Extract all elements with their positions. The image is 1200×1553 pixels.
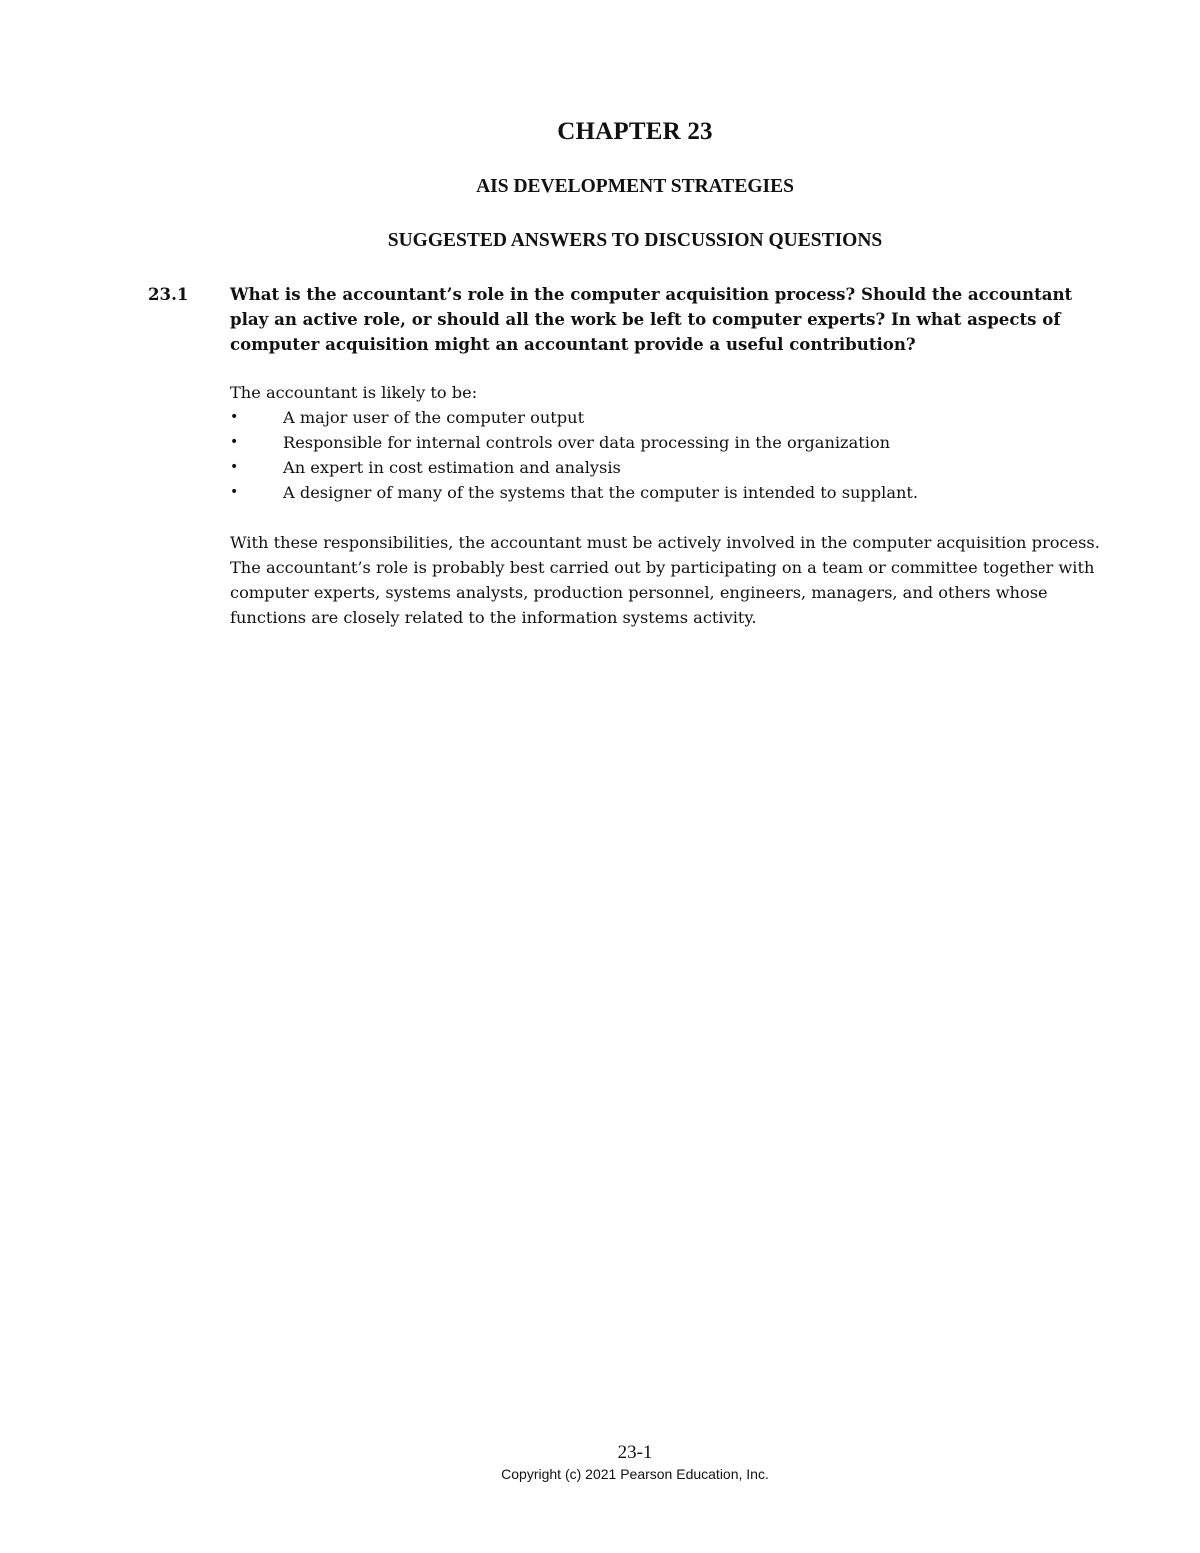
list-item bbox=[230, 430, 1110, 455]
list-item-text: A designer of many of the systems that the computer is intended to supplant. bbox=[283, 483, 919, 502]
chapter-subtitle: AIS DEVELOPMENT STRATEGIES bbox=[476, 176, 794, 197]
bullet-icon: • bbox=[230, 459, 239, 475]
answer-intro: The accountant is likely to be: bbox=[230, 383, 478, 402]
bullet-icon: • bbox=[230, 434, 239, 450]
chapter-title: CHAPTER 23 bbox=[557, 118, 713, 145]
list-item bbox=[230, 455, 1110, 480]
section-title: SUGGESTED ANSWERS TO DISCUSSION QUESTIONS bbox=[387, 230, 883, 251]
answer-bullet-list bbox=[230, 405, 1110, 505]
discussion-question bbox=[148, 282, 1108, 357]
answer-paragraph: With these responsibilities, the accountant must be actively involved in the computer acquisition process. The accountant’s role is probably best carried out by participating on a team or committee together with computer experts, systems analysts, production personnel, engineers, managers, and others whose functions are closely related to the information systems activity. bbox=[230, 533, 1100, 627]
list-item bbox=[230, 405, 1110, 430]
bullet-icon: • bbox=[230, 484, 239, 500]
page-number: 23-1 bbox=[617, 1442, 653, 1463]
list-item bbox=[230, 480, 1110, 505]
list-item-text: A major user of the computer output bbox=[283, 408, 585, 427]
question-text: What is the accountant’s role in the computer acquisition process? Should the accountant play an active role, or should all the work be left to computer experts? In what aspects of computer acquisition might an accountant provide a useful contribution? bbox=[230, 284, 1073, 354]
list-item-text: Responsible for internal controls over data processing in the organization bbox=[283, 433, 891, 452]
copyright-notice: Copyright (c) 2021 Pearson Education, Inc. bbox=[501, 1466, 769, 1482]
list-item-text: An expert in cost estimation and analysis bbox=[283, 458, 621, 477]
bullet-icon: • bbox=[230, 409, 239, 425]
question-number: 23.1 bbox=[148, 284, 189, 304]
